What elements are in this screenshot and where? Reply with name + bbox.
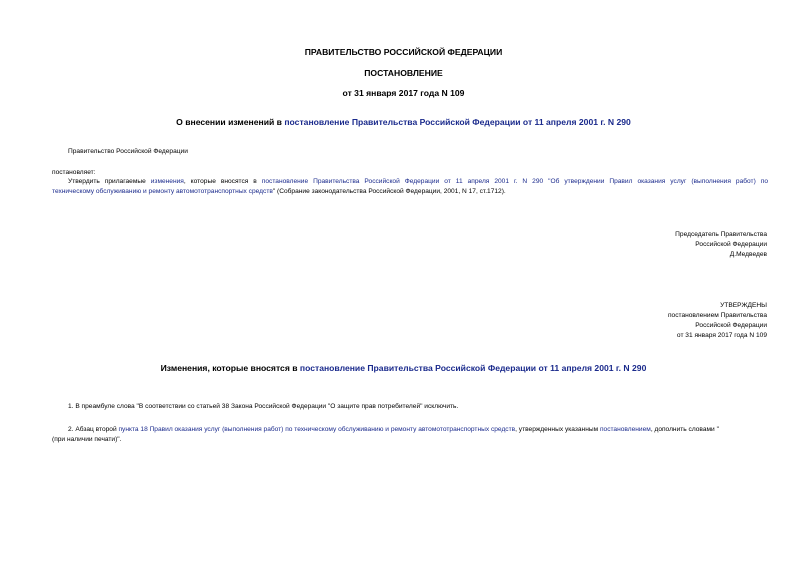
changes-decree-290-link[interactable]: постановление Правительства Российской Федерации от 11 апреля 2001 г. N 290 — [299, 363, 647, 373]
document-type-heading: ПОСТАНОВЛЕНИЕ — [364, 68, 443, 78]
approval-approved: УТВЕРЖДЕНЫ — [720, 302, 767, 309]
document-title — [0, 117, 807, 127]
government-heading: ПРАВИТЕЛЬСТВО РОССИЙСКОЙ ФЕДЕРАЦИИ — [304, 47, 503, 57]
rules-item-18-link[interactable]: пункта 18 Правил оказания услуг (выполнения работ) по техническому обслуживанию и ремонту автомототранспортных средств — [118, 426, 516, 433]
approval-block — [668, 301, 767, 341]
approval-date-number: от 31 января 2017 года N 109 — [676, 332, 767, 339]
resolution-text-4: " (Собрание законодательства Российской Федерации, 2001, N 17, ст.1712). — [272, 188, 506, 195]
changes-title — [0, 363, 807, 373]
item2-text-3: , дополнить словами " — [650, 426, 719, 433]
decree-290-inline-link[interactable]: постановление Правительства Российской Федерации от 11 апреля 2001 г. N 290 — [261, 178, 544, 185]
decree-title-link-part-1[interactable]: "Об утверждении Правил оказания услуг (выполнения работ) по — [548, 178, 768, 185]
change-item-2-line-2: (при наличии печати)". — [52, 436, 122, 443]
change-item-2-line-1 — [52, 425, 768, 435]
signature-block — [675, 230, 767, 260]
resolution-line-2 — [52, 187, 768, 197]
resolution-line-1 — [52, 177, 768, 187]
resolution-link[interactable]: постановлением — [599, 426, 651, 433]
item2-text-2: , утвержденных указанным — [515, 426, 600, 433]
resolution-paragraph — [52, 177, 768, 197]
item2-text-1: 2. Абзац второй — [68, 426, 119, 433]
changes-link[interactable]: изменения — [150, 178, 184, 185]
change-item-2 — [52, 425, 768, 445]
decree-290-link[interactable]: постановление Правительства Российской Федерации от 11 апреля 2001 г. N 290 — [284, 117, 631, 127]
decides-text: постановляет: — [52, 169, 96, 176]
signature-position-2: Российской Федерации — [695, 241, 767, 248]
document-title-prefix: О внесении изменений в — [176, 117, 285, 127]
signature-name: Д.Медведев — [729, 251, 767, 258]
decree-title-link-part-2[interactable]: техническому обслуживанию и ремонту автомототранспортных средств — [52, 188, 273, 195]
approval-country: Российской Федерации — [695, 322, 767, 329]
resolution-text-2: , которые вносятся в — [183, 178, 262, 185]
signature-position-1: Председатель Правительства — [675, 231, 767, 238]
document-date-number: от 31 января 2017 года N 109 — [342, 88, 465, 98]
change-item-1: 1. В преамбуле слова "В соответствии со статьей 38 Закона Российской Федерации "О защите прав потребителей" исключить. — [68, 403, 459, 410]
issuer-text: Правительство Российской Федерации — [68, 148, 188, 155]
changes-title-prefix: Изменения, которые вносятся в — [160, 363, 300, 373]
resolution-text-1: Утвердить прилагаемые — [68, 178, 151, 185]
approval-by: постановлением Правительства — [667, 312, 767, 319]
